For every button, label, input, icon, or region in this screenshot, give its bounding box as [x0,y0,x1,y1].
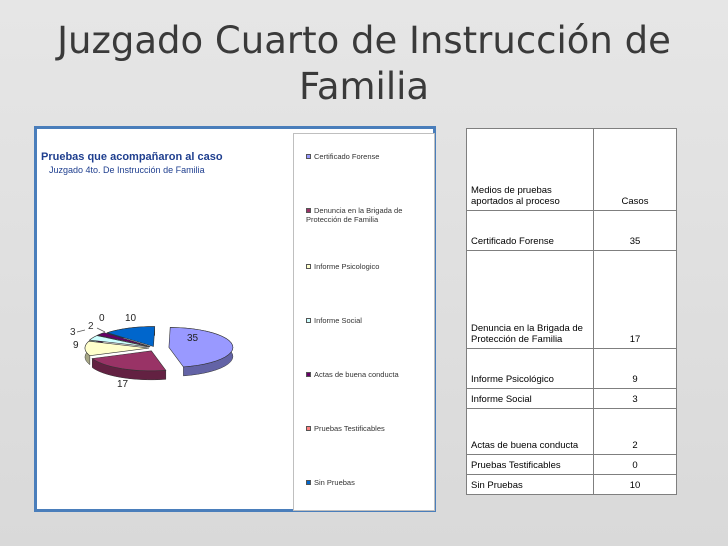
pie-data-label: 17 [117,379,129,390]
leader-line [97,328,105,332]
table-row [467,211,677,251]
table-row [467,389,677,409]
legend-item-actas [306,370,432,379]
table-cell-value: 0 [594,455,677,475]
pie-data-label: 3 [70,327,76,338]
pie-data-label: 2 [88,321,94,332]
pie-data-label: 10 [125,313,137,324]
slide-title: Juzgado Cuarto de Instrucción de Familia [57,19,671,108]
legend-label: Certificado Forense [314,152,380,161]
legend-item-informe-social [306,316,432,325]
legend-item-certificado [306,152,432,161]
pie-data-label: 9 [73,340,79,351]
legend-swatch-icon [306,154,311,159]
legend-swatch-icon [306,264,311,269]
table-cell-label: Informe Social [467,389,594,409]
table-cell-label: Sin Pruebas [467,475,594,495]
legend-swatch-icon [306,426,311,431]
table-cell-label: Denuncia en la Brigada de Protección de Familia [467,251,594,349]
legend-item-pruebas-testificables [306,424,432,433]
table-cell-value: 9 [594,349,677,389]
table-row [467,455,677,475]
table-cell-label: Actas de buena conducta [467,409,594,455]
legend-item-informe-psicologico [306,262,432,271]
table-row [467,349,677,389]
legend-swatch-icon [306,372,311,377]
legend-item-sin-pruebas [306,478,432,487]
data-table [466,128,677,495]
chart-subtitle: Juzgado 4to. De Instrucción de Familia [49,165,205,175]
table-cell-value: 10 [594,475,677,495]
legend-label: Informe Social [314,316,362,325]
table-row [467,409,677,455]
legend-swatch-icon [306,208,311,213]
table-cell-label: Pruebas Testificables [467,455,594,475]
header-cell-medios: Medios de pruebas aportados al proceso [467,129,594,211]
legend-item-denuncia [306,206,432,224]
chart-legend [293,133,435,511]
pie-data-label: 0 [99,313,105,324]
table-row [467,251,677,349]
table-cell-label: Certificado Forense [467,211,594,251]
legend-label: Actas de buena conducta [314,370,399,379]
legend-swatch-icon [306,318,311,323]
table-cell-label: Informe Psicológico [467,349,594,389]
table-header-row [467,129,677,211]
legend-label: Sin Pruebas [314,478,355,487]
table-cell-value: 2 [594,409,677,455]
legend-label: Pruebas Testificables [314,424,385,433]
table-cell-value: 17 [594,251,677,349]
legend-swatch-icon [306,480,311,485]
leader-line [77,330,85,332]
table-cell-value: 3 [594,389,677,409]
legend-label: Informe Psicologico [314,262,380,271]
pie-data-label: 35 [187,333,199,344]
chart-frame [34,126,436,512]
table-cell-value: 35 [594,211,677,251]
table-row [467,475,677,495]
header-cell-casos: Casos [594,129,677,211]
chart-title: Pruebas que acompañaron al caso [41,151,223,163]
legend-label: Denuncia en la Brigada de Protección de Familia [306,206,403,224]
